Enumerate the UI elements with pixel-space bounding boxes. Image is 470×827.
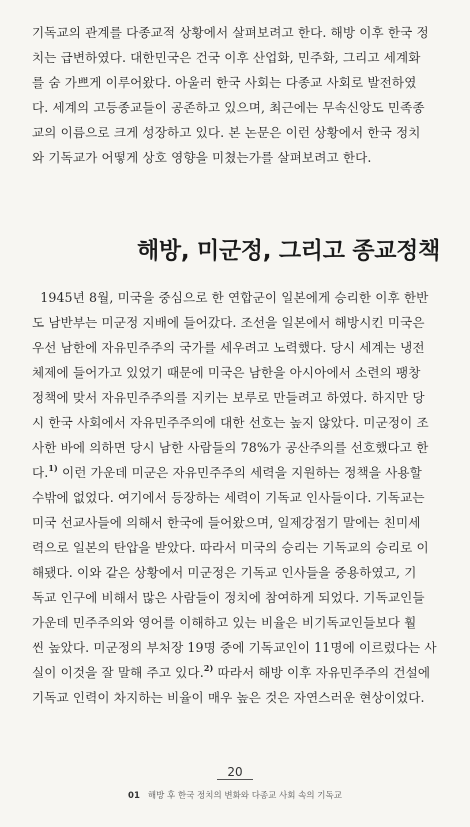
line-text: 실이 이것을 잘 말해 주고 있다. [32,665,204,680]
footnote-marker[interactable]: 1) [48,463,58,473]
page-number-block [0,765,470,780]
text-line: 를 숨 가쁘게 이루어왔다. 아울러 한국 사회는 다종교 사회로 발전하였 [32,75,417,90]
text-line: 사한 바에 의하면 당시 남한 사람들의 78%가 공산주의를 선호했다고 한 [32,440,429,455]
text-line [32,460,442,485]
text-line: 씬 높았다. 미군정의 부처장 19명 중에 기독교인이 11명에 이르렀다는 사 [32,640,437,655]
text-line: 가운데 민주주의와 영어를 이해하고 있는 비율은 비기독교인들보다 훨 [32,615,417,630]
page-number: 20 [217,765,252,780]
text-line: 다. 세계의 고등종교들이 공존하고 있으며, 최근에는 무속신앙도 민족종 [32,100,425,115]
intro-paragraph [32,20,442,170]
footnote-marker[interactable]: 2) [203,663,214,673]
text-line: 해됐다. 이와 같은 상황에서 미군정은 기독교 인사들을 중용하였고, 기 [32,565,417,580]
body-paragraph [32,285,442,710]
text-line: 시 한국 사회에서 자유민주주의에 대한 선호는 높지 않았다. 미군정이 조 [32,415,429,430]
text-line: 수밖에 없었다. 여기에서 등장하는 세력이 기독교 인사들이다. 기독교는 [32,490,425,505]
text-line: 미국 선교사들에 의해서 한국에 들어왔으며, 일제강점기 말에는 친미세 [32,515,421,530]
text-line: 독교 인구에 비해서 많은 사람들이 정치에 참여하게 되었다. 기독교인들 [32,590,425,605]
text-line: 기독교의 관계를 다종교적 상황에서 살펴보려고 한다. 해방 이후 한국 정 [32,25,429,40]
section-heading: 해방, 미군정, 그리고 종교정책 [136,238,440,264]
text-line: 치는 급변하였다. 대한민국은 건국 이후 산업화, 민주화, 그리고 세계화 [32,50,421,65]
text-line: 기독교 인력이 차지하는 비율이 매우 높은 것은 자연스러운 현상이었다. [32,690,425,705]
chapter-number: 01 [128,791,140,801]
text-line: 우선 남한에 자유민주주의 국가를 세우려고 노력했다. 당시 세계는 냉전 [32,340,425,355]
running-footer [0,789,470,801]
text-line: 와 기독교가 어떻게 상호 영향을 미쳤는가를 살펴보려고 한다. [32,150,372,165]
text-line: 체제에 들어가고 있었기 때문에 미국은 남한을 아시아에서 소련의 팽창 [32,365,421,380]
line-text: 다. [32,465,49,480]
line-text: 이런 가운데 미군은 자유민주주의 세력을 지원하는 정책을 사용할 [57,465,422,480]
text-line: 1945년 8월, 미국을 중심으로 한 연합군이 일본에게 승리한 이후 한반 [40,290,429,305]
text-line: 교의 이름으로 크게 성장하고 있다. 본 논문은 이런 상황에서 한국 정치 [32,125,421,140]
text-line: 도 남반부는 미군정 지배에 들어갔다. 조선을 일본에서 해방시킨 미국은 [32,315,425,330]
chapter-title: 해방 후 한국 정치의 변화와 다종교 사회 속의 기독교 [147,791,342,801]
line-text: 따라서 해방 이후 자유민주주의 건설에 [213,665,431,680]
text-line [32,660,442,685]
text-line: 정책에 맞서 자유민주주의를 지키는 보루로 만들려고 하였다. 하지만 당 [32,390,425,405]
text-line: 력으로 일본의 탄압을 받았다. 따라서 미국의 승리는 기독교의 승리로 이 [32,540,429,555]
